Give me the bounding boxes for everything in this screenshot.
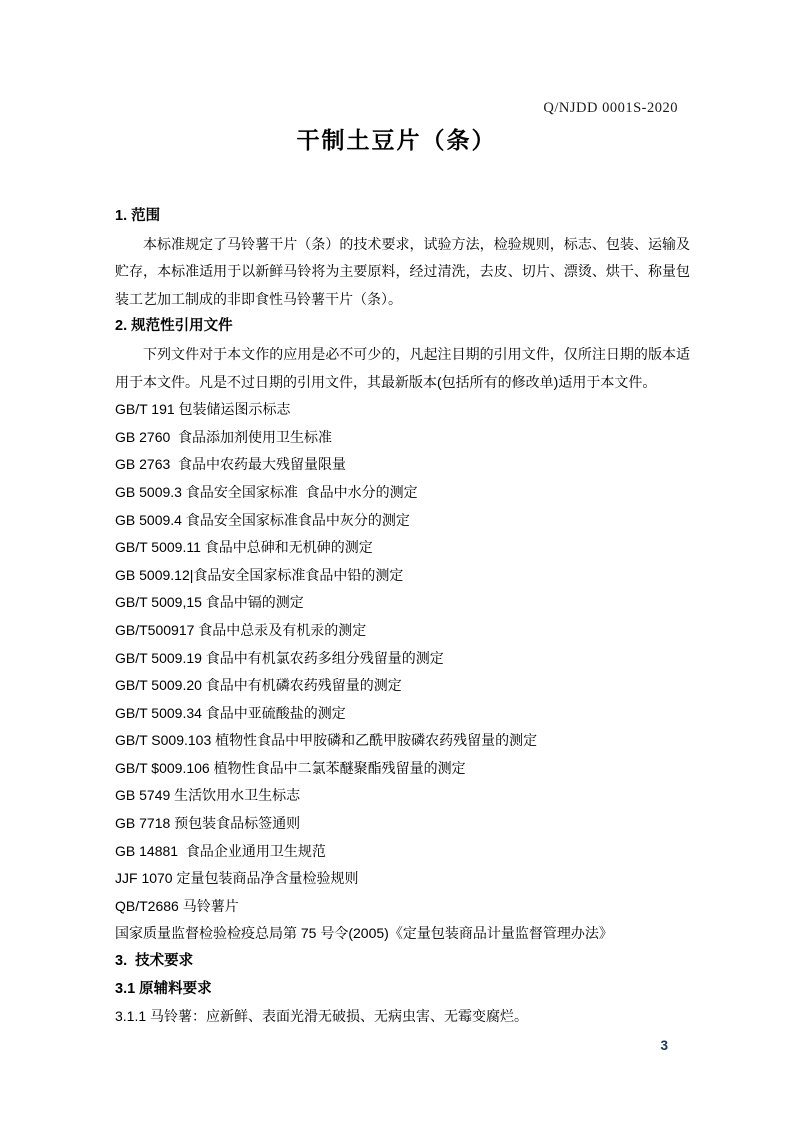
page-number: 3 — [660, 1038, 668, 1053]
reference-line: GB/T 191 包装储运图示标志 — [115, 401, 291, 418]
reference-line: 3.1.1 马铃薯：应新鲜、表面光滑无破损、无病虫害、无霉变腐烂。 — [115, 1008, 529, 1025]
body-paragraph: 本标准规定了马铃薯干片（条）的技术要求，试验方法，检验规则，标志、包装、运输及贮存，本标准适用于以新鲜马铃将为主要原料，经过清洗，去皮、切片、漂烫、烘干、称量包装工艺加工制成的非即食性马铃薯干片（条）。 — [115, 235, 690, 307]
reference-line: GB/T500917 食品中总汞及有机汞的测定 — [115, 621, 367, 638]
reference-line: GB 7718 预包装食品标签通则 — [115, 815, 301, 832]
reference-line: GB/T 5009,15 食品中镉的测定 — [115, 594, 304, 611]
section-heading: 3. 技术要求 — [115, 953, 194, 970]
reference-line: QB/T2686 马铃薯片 — [115, 897, 239, 914]
document-title: 干制土豆片（条） — [296, 127, 497, 153]
body-paragraph: 下列文件对于本文作的应用是必不可少的，凡起注目期的引用文件，仅所注日期的版本适用于本文件。凡是不过日期的引用文件，其最新版本(包括所有的修改单)适用于本文件。 — [115, 345, 690, 390]
reference-line: GB/T $009.106 植物性食品中二氯苯醚聚酯残留量的测定 — [115, 759, 466, 776]
reference-line: GB/T 5009.11 食品中总砷和无机砷的测定 — [115, 539, 373, 556]
document-standard-number: Q/NJDD 0001S-2020 — [543, 100, 678, 116]
section-heading: 2. 规范性引用文件 — [115, 318, 233, 335]
reference-line: GB 2760 食品添加剂使用卫生标准 — [115, 428, 333, 445]
reference-line: GB 5009.3 食品安全国家标准 食品中水分的测定 — [115, 483, 418, 500]
reference-line: JJF 1070 定量包装商品净含量检验规则 — [115, 870, 359, 887]
reference-line: GB 2763 食品中农药最大残留量限量 — [115, 456, 347, 473]
reference-line: 国家质量监督检验检疫总局第 75 号令(2005)《定量包装商品计量监督管理办法》 — [115, 925, 613, 942]
section-heading: 1. 范围 — [115, 208, 161, 224]
reference-line: GB/T S009.103 植物性食品中甲胺磷和乙酰甲胺磷农药残留量的测定 — [115, 732, 538, 749]
reference-line: GB/T 5009.20 食品中有机磷农药残留量的测定 — [115, 677, 402, 694]
reference-line: GB 14881 食品企业通用卫生规范 — [115, 842, 326, 859]
document-body — [115, 203, 690, 1031]
section-heading: 3.1 原辅料要求 — [115, 980, 212, 997]
reference-line: GB 5009.4 食品安全国家标准食品中灰分的测定 — [115, 511, 410, 528]
reference-line: GB 5749 生活饮用水卫生标志 — [115, 787, 301, 804]
reference-line: GB/T 5009.34 食品中亚硫酸盐的测定 — [115, 704, 346, 721]
reference-line: GB/T 5009.19 食品中有机氯农药多组分残留量的测定 — [115, 649, 444, 666]
reference-line: GB 5009.12|食品安全国家标准食品中铅的测定 — [115, 566, 404, 583]
